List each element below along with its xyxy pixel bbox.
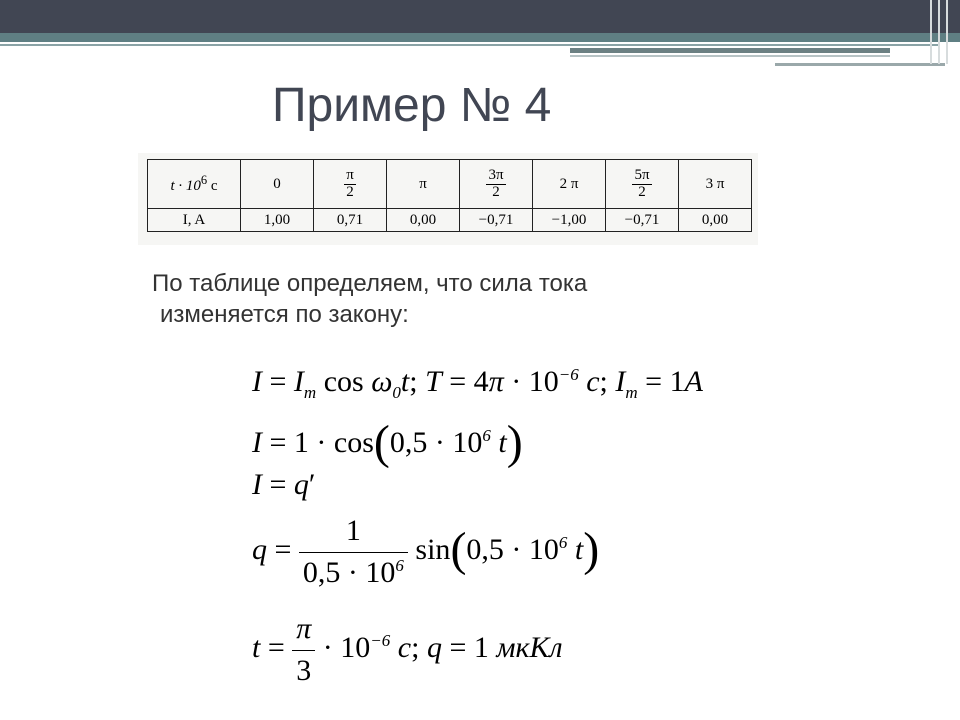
table-cell: 3 π <box>679 160 752 209</box>
decor-stripe <box>0 33 960 42</box>
equation-4: q = $\frac{1}{0,5 \cdot 10^6}$ $\sin(0,5 \cdot 10^6$ t) <box>252 514 600 589</box>
data-table <box>147 159 752 232</box>
paragraph-line: По таблице определяем, что сила тока <box>152 270 588 297</box>
decor-stub <box>570 55 890 57</box>
table-row <box>148 209 752 232</box>
decor-vline <box>938 0 940 64</box>
equation-5: t = $\frac{\pi}{3}$ · $10^{-6}$ c; q = 1 мкКл <box>252 612 563 687</box>
table-cell: $\frac{\pi}{2}$ <box>314 160 387 209</box>
slide-title: Пример № 4 <box>272 79 552 132</box>
table-row <box>148 160 752 209</box>
table-cell: 2 π <box>533 160 606 209</box>
top-bar <box>0 0 960 33</box>
table-cell: 0,71 <box>314 209 387 232</box>
equation-1: $I = I_m$ $\cos \omega_0t$; $T = 4\pi \cdot 10^{-6}$ c; $I_m = 1A$ <box>252 365 703 402</box>
decor-vline <box>946 0 948 64</box>
decor-vline <box>930 0 932 64</box>
table-cell: $\frac{5\pi}{2}$ <box>606 160 679 209</box>
decor-line <box>0 44 940 46</box>
table-cell: −1,00 <box>533 209 606 232</box>
equation-2: $I = 1 \cdot \cos(0,5 \cdot 10^6$ t) <box>252 416 523 469</box>
explanation-text <box>152 268 587 330</box>
table-cell: 0 <box>241 160 314 209</box>
table-cell: −0,71 <box>460 209 533 232</box>
paragraph-line: изменяется по закону: <box>160 301 409 328</box>
table-cell: 0,00 <box>387 209 460 232</box>
equation-3: I = q′ <box>252 468 316 501</box>
table-cell: 0,00 <box>679 209 752 232</box>
decor-stub <box>570 48 890 53</box>
table-header-cell: I, A <box>148 209 241 232</box>
table-cell: 1,00 <box>241 209 314 232</box>
table-header-cell: $t \cdot 10^6$ c <box>148 160 241 209</box>
table-cell: −0,71 <box>606 209 679 232</box>
table-cell: $\frac{3\pi}{2}$ <box>460 160 533 209</box>
table-cell: π <box>387 160 460 209</box>
decor-stub <box>775 63 945 66</box>
